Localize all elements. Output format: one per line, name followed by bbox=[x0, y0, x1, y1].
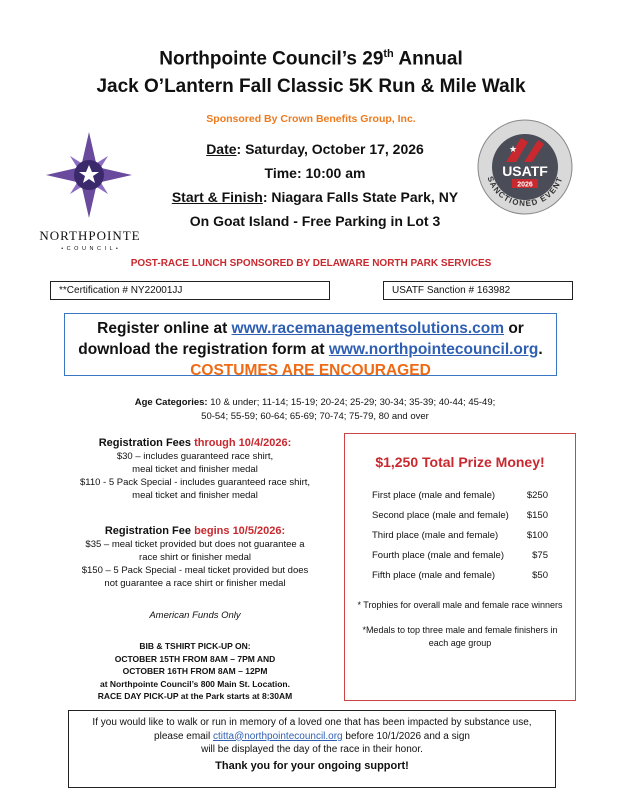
prize-row: Fourth place (male and female) $75 bbox=[372, 550, 548, 561]
memory-box: If you would like to walk or run in memory of a loved one that has been impacted by substance use, please email ctitta@northpointecouncil.org before 10/1/2026 and a sign will be displayed the day of the race in their honor. Thank you for your ongoing support! bbox=[68, 710, 556, 788]
event-parking: On Goat Island - Free Parking in Lot 3 bbox=[189, 213, 441, 229]
badge-arc-text: SANCTIONED EVENT bbox=[485, 175, 565, 209]
email-link[interactable]: ctitta@northpointecouncil.org bbox=[212, 730, 343, 742]
register-line2: download the registration form at www.northpointecouncil.org. bbox=[78, 341, 543, 358]
logo-name: NORTHPOINTE bbox=[39, 228, 141, 243]
costumes-encouraged: COSTUMES ARE ENCOURAGED bbox=[190, 362, 431, 379]
prize-row: Fifth place (male and female) $50 bbox=[372, 570, 548, 581]
lunch-sponsor: POST-RACE LUNCH SPONSORED BY DELAWARE NORTH PARK SERVICES bbox=[130, 258, 492, 269]
register-line1: Register online at www.racemanagementsolutions.com or bbox=[97, 320, 524, 337]
prize-heading: $1,250 Total Prize Money! bbox=[375, 454, 545, 470]
sponsor-line: Sponsored By Crown Benefits Group, Inc. bbox=[206, 113, 416, 125]
badge-org: USATF bbox=[502, 163, 548, 179]
register-box bbox=[64, 313, 557, 379]
age-categories: Age Categories: 10 & under; 11-14; 15-19; 20-24; 25-29; 30-34; 35-39; 40-44; 45-49; 50-54; 55-59; 60-64; 65-69; 70-74; 75-79, 80 and over bbox=[134, 397, 496, 422]
fees-late: Registration Fee begins 10/5/2026: $35 – meal ticket provided but does not guarantee a race shirt or finisher medal $150 – 5 Pack Special - meal ticket provided but does not guarantee a race shirt or finisher medal bbox=[50, 525, 340, 590]
logo-sub: • C O U N C I L • bbox=[61, 246, 119, 252]
fees-late-heading: Registration Fee begins 10/5/2026: bbox=[104, 525, 286, 537]
fees-early: Registration Fees through 10/4/2026: $30 – includes guaranteed race shirt, meal ticket and finisher medal $110 - 5 Pack Special - includes guaranteed race shirt, meal ticket and finisher medal bbox=[50, 437, 340, 502]
american-funds-note: American Funds Only bbox=[149, 610, 241, 621]
prize-money-box bbox=[344, 433, 576, 701]
prize-row: Second place (male and female) $150 bbox=[372, 510, 548, 521]
race-management-link[interactable]: www.racemanagementsolutions.com bbox=[231, 320, 505, 337]
usatf-sanctioned-badge bbox=[476, 118, 574, 216]
prize-row: Third place (male and female) $100 bbox=[372, 530, 548, 541]
northpointe-compass-logo bbox=[44, 130, 134, 220]
northpointe-logo-text bbox=[34, 228, 146, 252]
trophies-note: * Trophies for overall male and female race winners bbox=[357, 600, 563, 610]
badge-year: 2026 bbox=[517, 181, 533, 189]
event-date: Date: Saturday, October 17, 2026 bbox=[206, 141, 424, 157]
thank-you-line: Thank you for your ongoing support! bbox=[215, 759, 409, 772]
prize-row: First place (male and female) $250 bbox=[372, 490, 548, 501]
pickup-info: BIB & TSHIRT PICK-UP ON: OCTOBER 15TH FROM 8AM – 7PM AND OCTOBER 16TH FROM 8AM – 12PM at Northpointe Council’s 800 Main St. Location. RACE DAY PICK-UP at the Park starts at 8:30AM bbox=[97, 641, 293, 701]
event-time: Time: 10:00 am bbox=[264, 165, 366, 181]
svg-text:★: ★ bbox=[509, 145, 518, 155]
medals-note: *Medals to top three male and female finishers in each age group bbox=[362, 625, 558, 648]
event-title-line1: Northpointe Council’s 29th Annual bbox=[159, 48, 463, 70]
fees-early-heading: Registration Fees through 10/4/2026: bbox=[98, 437, 292, 449]
northpointe-website-link[interactable]: www.northpointecouncil.org bbox=[328, 341, 539, 358]
sanction-box: USATF Sanction # 163982 bbox=[383, 281, 573, 300]
event-title-line2: Jack O’Lantern Fall Classic 5K Run & Mile Walk bbox=[96, 76, 526, 97]
certification-box: **Certification # NY22001JJ bbox=[50, 281, 330, 300]
event-location: Start & Finish: Niagara Falls State Park, NY bbox=[171, 189, 459, 205]
